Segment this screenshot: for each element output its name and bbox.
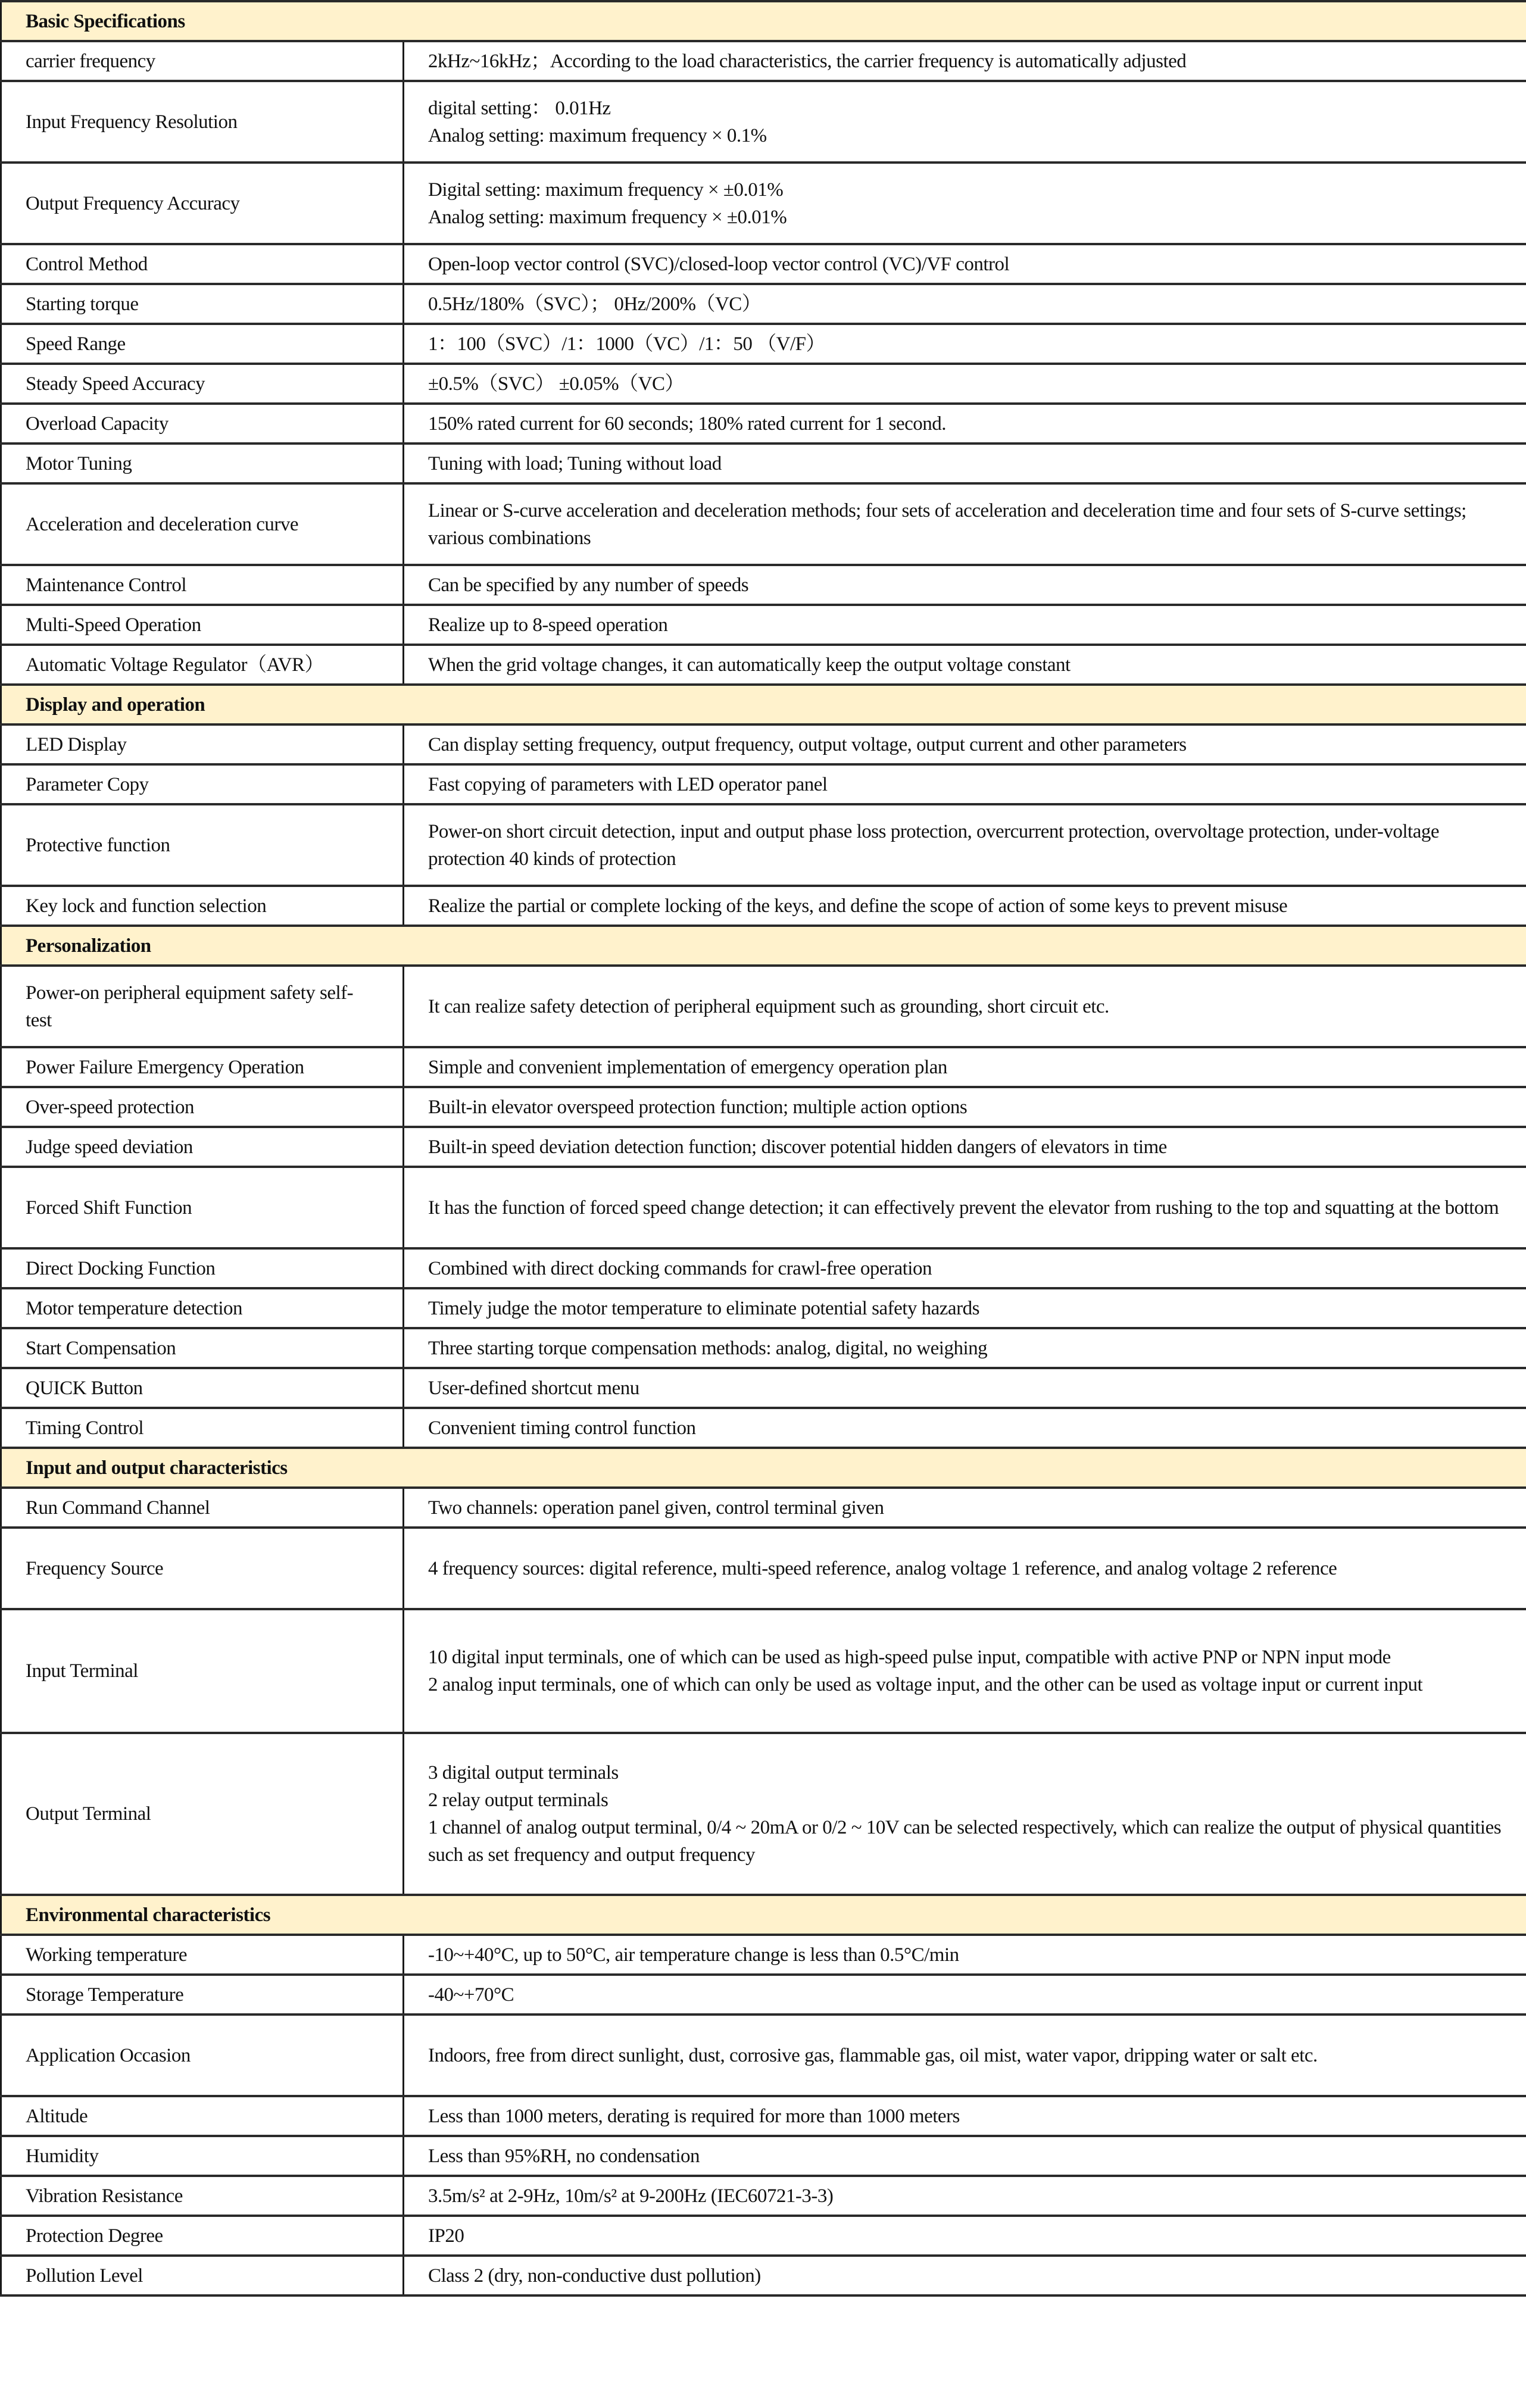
spec-value: 150% rated current for 60 seconds; 180% rated current for 1 second. [404,404,1526,444]
spec-value: digital setting： 0.01Hz Analog setting: maximum frequency × 0.1% [404,81,1526,163]
spec-label: Vibration Resistance [1,2176,404,2216]
table-row [1,1127,1526,1167]
spec-label: QUICK Button [1,1368,404,1408]
spec-label: Control Method [1,244,404,284]
spec-label: Start Compensation [1,1328,404,1368]
spec-value: Simple and convenient implementation of emergency operation plan [404,1047,1526,1087]
section-header-personalization [1,926,1526,966]
table-row [1,483,1526,565]
spec-label: Humidity [1,2136,404,2176]
table-row [1,81,1526,163]
spec-label: Input Terminal [1,1609,404,1733]
section-header-input-output [1,1448,1526,1488]
spec-label: Altitude [1,2096,404,2136]
spec-label: Working temperature [1,1935,404,1975]
spec-value: Realize the partial or complete locking of the keys, and define the scope of action of some keys to prevent misuse [404,886,1526,926]
spec-label: Application Occasion [1,2015,404,2096]
spec-value: Fast copying of parameters with LED operator panel [404,764,1526,804]
spec-label: Automatic Voltage Regulator（AVR） [1,645,404,685]
spec-value: Less than 95%RH, no condensation [404,2136,1526,2176]
table-row [1,1935,1526,1975]
spec-value: Can display setting frequency, output frequency, output voltage, output current and other parameters [404,724,1526,764]
spec-label: Maintenance Control [1,565,404,605]
spec-value: Less than 1000 meters, derating is required for more than 1000 meters [404,2096,1526,2136]
spec-value: 0.5Hz/180%（SVC）； 0Hz/200%（VC） [404,284,1526,324]
table-row [1,324,1526,364]
table-row [1,1047,1526,1087]
table-row [1,645,1526,685]
spec-label: Acceleration and deceleration curve [1,483,404,565]
spec-value: 2kHz~16kHz；According to the load characteristics, the carrier frequency is automatically adjusted [404,41,1526,81]
spec-value: ±0.5%（SVC） ±0.05%（VC） [404,364,1526,404]
spec-label: Protective function [1,804,404,886]
table-row [1,886,1526,926]
table-row [1,966,1526,1047]
spec-label: Steady Speed Accuracy [1,364,404,404]
spec-value: Class 2 (dry, non-conductive dust pollution) [404,2256,1526,2295]
spec-label: Starting torque [1,284,404,324]
spec-label: Speed Range [1,324,404,364]
spec-label: Key lock and function selection [1,886,404,926]
section-header-display-and-operation [1,685,1526,724]
table-row [1,41,1526,81]
spec-label: Overload Capacity [1,404,404,444]
spec-value: Three starting torque compensation methods: analog, digital, no weighing [404,1328,1526,1368]
spec-label: Power Failure Emergency Operation [1,1047,404,1087]
spec-value: 1：100（SVC）/1：1000（VC）/1：50 （V/F） [404,324,1526,364]
table-row [1,1328,1526,1368]
spec-label: Frequency Source [1,1528,404,1609]
table-row [1,404,1526,444]
section-header-environmental [1,1895,1526,1935]
table-row [1,1167,1526,1248]
section-header-basic-specifications [1,1,1526,41]
spec-label: Motor Tuning [1,444,404,483]
spec-value: Indoors, free from direct sunlight, dust, corrosive gas, flammable gas, oil mist, water vapor, dripping water or salt etc. [404,2015,1526,2096]
table-row [1,565,1526,605]
table-row [1,244,1526,284]
spec-label: Multi-Speed Operation [1,605,404,645]
spec-value: IP20 [404,2216,1526,2256]
spec-value: Power-on short circuit detection, input and output phase loss protection, overcurrent protection, overvoltage protection, under-voltage protection 40 kinds of protection [404,804,1526,886]
spec-value: Linear or S-curve acceleration and deceleration methods; four sets of acceleration and deceleration time and four sets of S-curve settings; various combinations [404,483,1526,565]
spec-label: Forced Shift Function [1,1167,404,1248]
section-title: Input and output characteristics [1,1448,1526,1488]
spec-value: Built-in elevator overspeed protection function; multiple action options [404,1087,1526,1127]
section-title: Display and operation [1,685,1526,724]
spec-label: Pollution Level [1,2256,404,2295]
table-row [1,163,1526,244]
spec-value: Digital setting: maximum frequency × ±0.01% Analog setting: maximum frequency × ±0.01% [404,163,1526,244]
table-row [1,1288,1526,1328]
spec-value: When the grid voltage changes, it can automatically keep the output voltage constant [404,645,1526,685]
table-row [1,284,1526,324]
table-row [1,2176,1526,2216]
table-row [1,1248,1526,1288]
spec-label: Output Terminal [1,1733,404,1895]
spec-value: 3.5m/s² at 2-9Hz, 10m/s² at 9-200Hz (IEC60721-3-3) [404,2176,1526,2216]
spec-value: Built-in speed deviation detection function; discover potential hidden dangers of elevators in time [404,1127,1526,1167]
table-row [1,2096,1526,2136]
table-row [1,2015,1526,2096]
spec-value: 10 digital input terminals, one of which can be used as high-speed pulse input, compatible with active PNP or NPN input mode 2 analog input terminals, one of which can only be used as voltage input, and the other can be used as voltage input or current input [404,1609,1526,1733]
table-row [1,2216,1526,2256]
spec-label: Motor temperature detection [1,1288,404,1328]
section-title: Personalization [1,926,1526,966]
spec-value: Two channels: operation panel given, control terminal given [404,1488,1526,1528]
spec-value: Open-loop vector control (SVC)/closed-loop vector control (VC)/VF control [404,244,1526,284]
table-row [1,1733,1526,1895]
table-row [1,364,1526,404]
spec-label: Storage Temperature [1,1975,404,2015]
spec-value: 4 frequency sources: digital reference, multi-speed reference, analog voltage 1 reference, and analog voltage 2 reference [404,1528,1526,1609]
spec-value: User-defined shortcut menu [404,1368,1526,1408]
table-row [1,1528,1526,1609]
table-row [1,1975,1526,2015]
table-row [1,1087,1526,1127]
spec-label: Run Command Channel [1,1488,404,1528]
table-row [1,804,1526,886]
spec-label: Input Frequency Resolution [1,81,404,163]
spec-label: Power-on peripheral equipment safety self-test [1,966,404,1047]
spec-value: Can be specified by any number of speeds [404,565,1526,605]
spec-value: Tuning with load; Tuning without load [404,444,1526,483]
table-row [1,764,1526,804]
section-title: Basic Specifications [1,1,1526,41]
spec-label: Protection Degree [1,2216,404,2256]
spec-value: Timely judge the motor temperature to eliminate potential safety hazards [404,1288,1526,1328]
table-row [1,2136,1526,2176]
table-row [1,1408,1526,1448]
table-row [1,1368,1526,1408]
table-row [1,1488,1526,1528]
spec-value: -10~+40°C, up to 50°C, air temperature change is less than 0.5°C/min [404,1935,1526,1975]
spec-label: Direct Docking Function [1,1248,404,1288]
table-row [1,605,1526,645]
table-row [1,724,1526,764]
spec-value: Combined with direct docking commands for crawl-free operation [404,1248,1526,1288]
table-row [1,1609,1526,1733]
spec-value: Convenient timing control function [404,1408,1526,1448]
table-row [1,444,1526,483]
spec-value: -40~+70°C [404,1975,1526,2015]
spec-label: carrier frequency [1,41,404,81]
spec-label: Output Frequency Accuracy [1,163,404,244]
table-row [1,2256,1526,2295]
spec-label: Parameter Copy [1,764,404,804]
spec-value: It can realize safety detection of peripheral equipment such as grounding, short circuit etc. [404,966,1526,1047]
spec-label: Timing Control [1,1408,404,1448]
spec-label: Over-speed protection [1,1087,404,1127]
spec-label: Judge speed deviation [1,1127,404,1167]
section-title: Environmental characteristics [1,1895,1526,1935]
spec-label: LED Display [1,724,404,764]
spec-value: 3 digital output terminals 2 relay output terminals 1 channel of analog output terminal, 0/4 ~ 20mA or 0/2 ~ 10V can be selected respectively, which can realize the output of physical quantities such as set frequency and output frequency [404,1733,1526,1895]
spec-value: It has the function of forced speed change detection; it can effectively prevent the elevator from rushing to the top and squatting at the bottom [404,1167,1526,1248]
spec-value: Realize up to 8-speed operation [404,605,1526,645]
